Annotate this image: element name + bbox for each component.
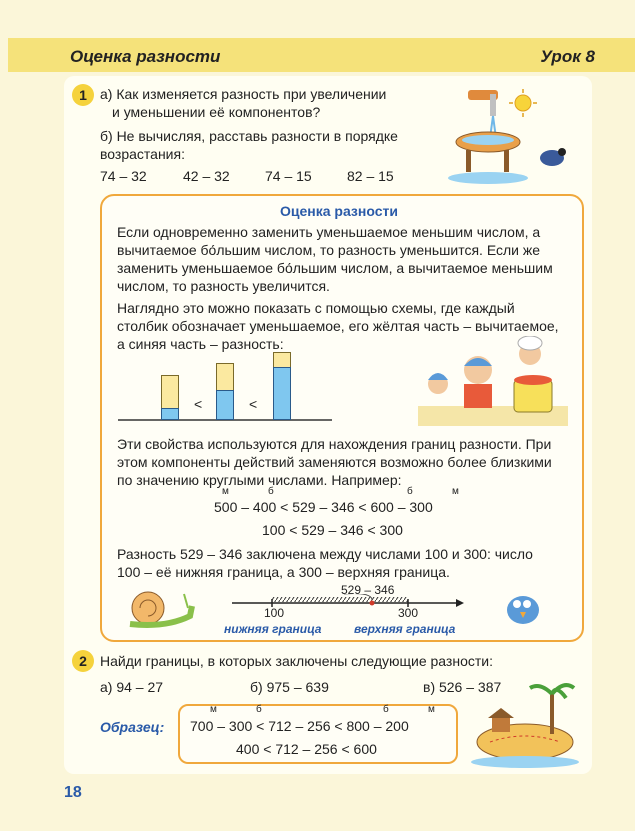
- mark-less: м: [452, 486, 459, 497]
- bug-icon: [540, 148, 566, 166]
- task-1b-line-2: возрастания:: [100, 146, 185, 162]
- numberline-expr: 529 – 346: [341, 583, 395, 597]
- rule-p2-line: а синяя часть – разность:: [117, 336, 284, 352]
- task-1b-line-1: б) Не вычисляя, расставь разности в порядке: [100, 128, 398, 144]
- rule-p3-line: Эти свойства используются для нахождения границ разности. При: [117, 436, 552, 452]
- sample-inequality-2: 400 < 712 – 256 < 600: [236, 741, 377, 757]
- diagram-less-sign: <: [194, 396, 203, 412]
- mark-more: б: [383, 704, 389, 715]
- diagram-less-sign: <: [249, 396, 258, 412]
- task-2-text: Найди границы, в которых заключены следующие разности:: [100, 653, 493, 669]
- numberline-low: 100: [264, 606, 285, 620]
- sample-inequality-1: 700 – 300 < 712 – 256 < 800 – 200: [190, 718, 409, 734]
- mark-more: б: [407, 486, 413, 497]
- rule-p2-line: столбик обозначает уменьшаемое, его жёлтая часть – вычитаемое,: [117, 318, 559, 334]
- mark-more: б: [268, 486, 274, 497]
- rule-p1-line: вычитаемое бо́льшим числом, то разность уменьшится. Если же: [117, 242, 541, 258]
- rule-p1-line: заменить уменьшаемое бо́льшим числом, а вычитаемое меньшим: [117, 260, 553, 276]
- numberline-high: 300: [398, 606, 419, 620]
- sun-icon: [508, 88, 538, 118]
- task-1-expr: 42 – 32: [183, 168, 230, 184]
- rule-p1-line: Если одновременно заменить уменьшаемое меньшим числом, а: [117, 224, 541, 240]
- example-inequality-2: 100 < 529 – 346 < 300: [262, 522, 403, 538]
- bar-2-difference: [216, 390, 234, 420]
- rule-title: Оценка разности: [280, 203, 398, 219]
- task-2-expr-c: в) 526 – 387: [423, 679, 502, 695]
- mark-less: м: [210, 704, 217, 715]
- snail-icon: [126, 586, 198, 630]
- upper-bound-label: верхняя граница: [354, 622, 456, 636]
- bar-1-subtrahend: [161, 375, 179, 409]
- task-1-expr: 74 – 15: [265, 168, 312, 184]
- task-2-expr-b: б) 975 – 639: [250, 679, 329, 695]
- page-number: 18: [64, 784, 82, 801]
- rule-p2-line: Наглядно это можно показать с помощью схемы, где каждый: [117, 300, 515, 316]
- rule-p3-line: по значению круглыми числами. Например:: [117, 472, 402, 488]
- task-1a-line-1: а) Как изменяется разность при увеличении: [100, 86, 387, 102]
- cooks-illustration: [418, 336, 568, 426]
- rule-p4-line: 100 – её нижняя граница, а 300 – верхняя граница.: [117, 564, 450, 580]
- lesson-title: Оценка разности: [70, 47, 221, 66]
- lower-bound-label: нижняя граница: [224, 622, 322, 636]
- mark-less: м: [222, 486, 229, 497]
- example-inequality-1: 500 – 400 < 529 – 346 < 600 – 300: [214, 499, 433, 515]
- sample-label: Образец:: [100, 719, 165, 735]
- bird-icon: [498, 582, 548, 632]
- island-icon: [470, 678, 580, 770]
- task-1-number: 1: [72, 84, 94, 106]
- task-1a-line-2: и уменьшении её компонентов?: [112, 104, 321, 120]
- rule-p3-line: этом компоненты действий заменяются возможно более близкими: [117, 454, 552, 470]
- rule-p4-line: Разность 529 – 346 заключена между числами 100 и 300: число: [117, 546, 533, 562]
- task-2-number: 2: [72, 650, 94, 672]
- bar-2-subtrahend: [216, 363, 234, 391]
- bar-1-difference: [161, 408, 179, 420]
- bar-3-difference: [273, 367, 291, 420]
- mark-less: м: [428, 704, 435, 715]
- lesson-header: [8, 38, 635, 72]
- lesson-number: Урок 8: [540, 47, 595, 66]
- task-1-expr: 74 – 32: [100, 168, 147, 184]
- rule-p1-line: числом, то разность увеличится.: [117, 278, 330, 294]
- task-1-expr: 82 – 15: [347, 168, 394, 184]
- mark-more: б: [256, 704, 262, 715]
- task-2-expr-a: а) 94 – 27: [100, 679, 164, 695]
- bar-3-subtrahend: [273, 352, 291, 368]
